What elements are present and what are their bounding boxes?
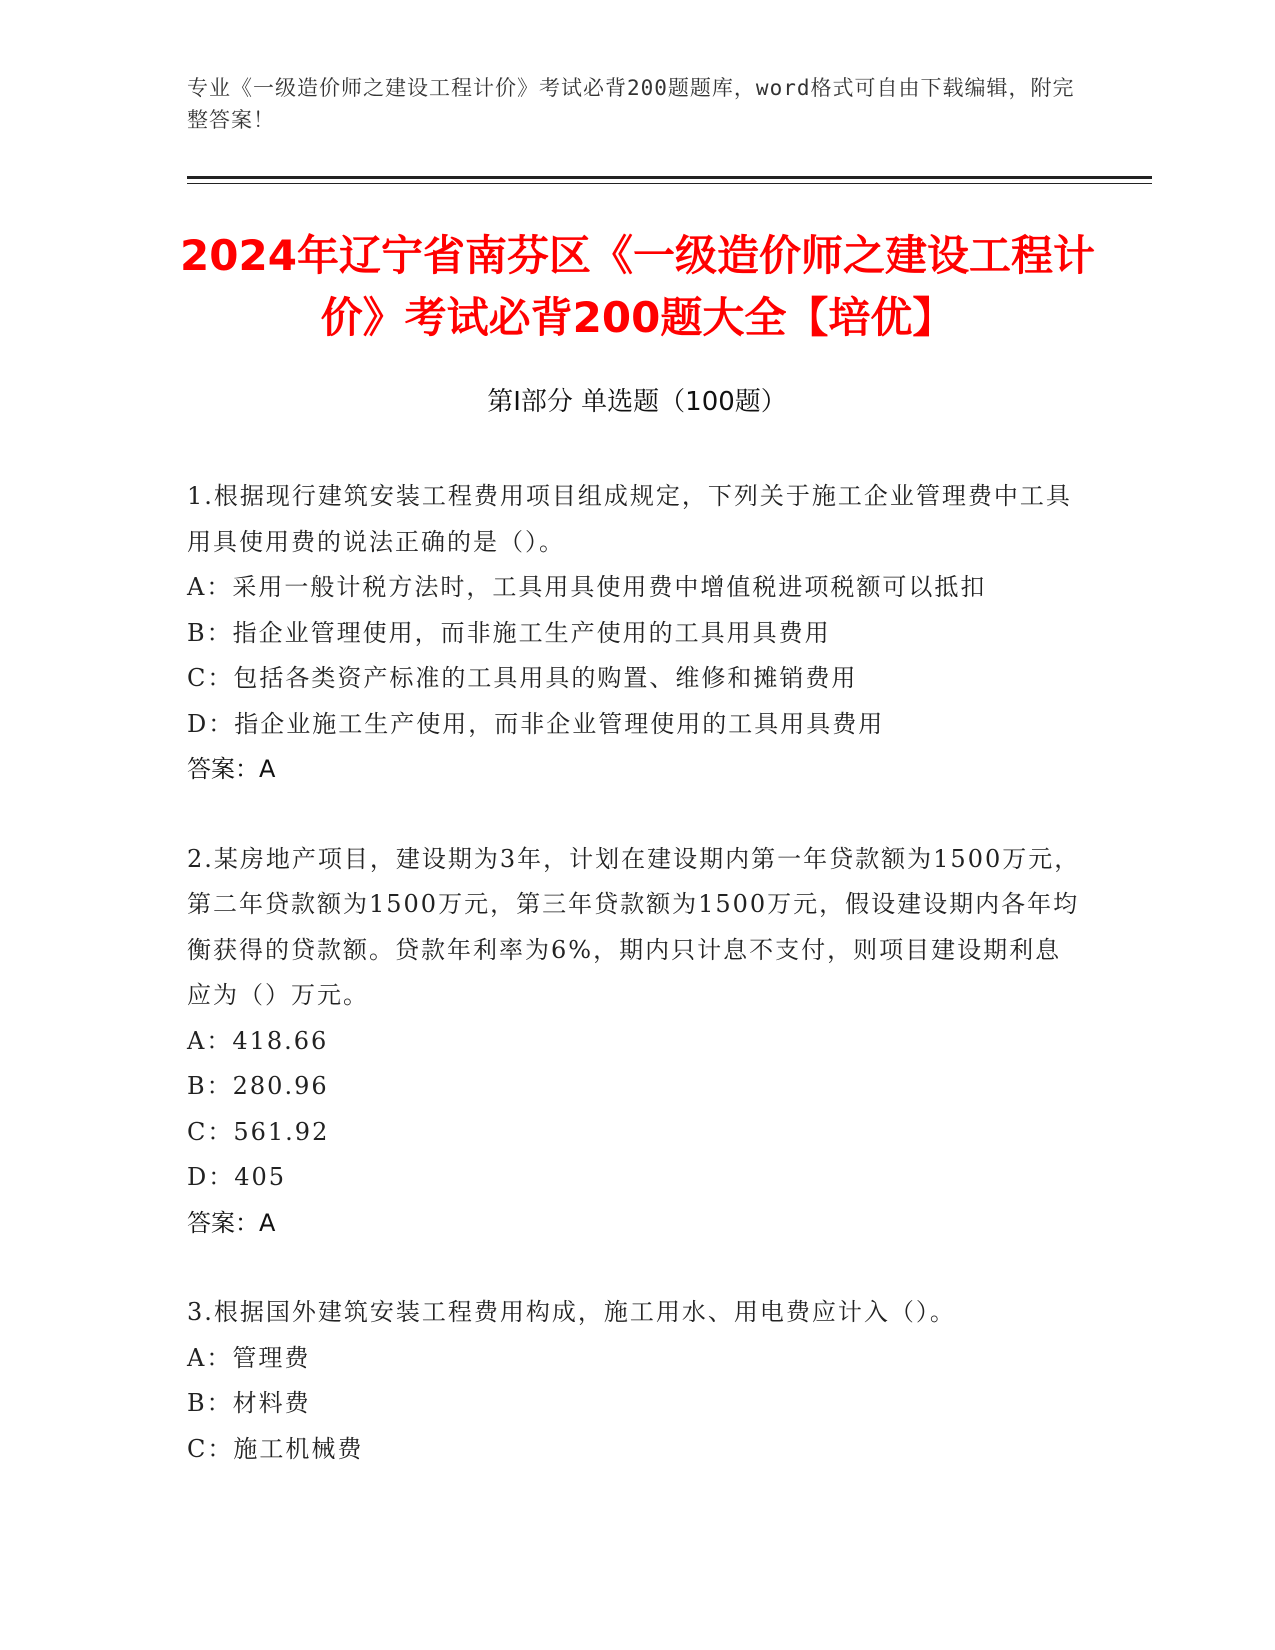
question-list	[187, 474, 1087, 1516]
question-1	[187, 474, 1087, 793]
question-3	[187, 1290, 1087, 1472]
header-note: 专业《一级造价师之建设工程计价》考试必背200题题库，word格式可自由下载编辑，附完整答案！	[187, 76, 1075, 132]
question-text: 1.根据现行建筑安装工程费用项目组成规定，下列关于施工企业管理费中工具用具使用费的说法正确的是（）。	[187, 482, 1072, 556]
question-text: 2.某房地产项目，建设期为3年，计划在建设期内第一年贷款额为1500万元，第二年贷款额为1500万元，第三年贷款额为1500万元，假设建设期内各年均衡获得的贷款额。贷款年利率为6%，期内只计息不支付，则项目建设期利息应为（）万元。	[187, 844, 1081, 1009]
option-c: C：561.92	[187, 1117, 330, 1146]
option-a: A：418.66	[187, 1026, 329, 1055]
option-d: D：指企业施工生产使用，而非企业管理使用的工具用具费用	[187, 709, 885, 738]
option-d: D：405	[187, 1163, 287, 1191]
option-b: B：280.96	[187, 1072, 329, 1100]
page-title: 2024年辽宁省南芬区《一级造价师之建设工程计价》考试必背200题大全【培优】	[180, 231, 1095, 342]
option-b: B：材料费	[187, 1389, 311, 1417]
option-a: A：管理费	[187, 1343, 311, 1372]
option-c: C：施工机械费	[187, 1434, 364, 1463]
header-divider-thin	[187, 183, 1152, 184]
question-2	[187, 837, 1087, 1247]
header-divider-thick	[187, 176, 1152, 179]
section-title: 第I部分 单选题（100题）	[487, 387, 787, 417]
question-text: 3.根据国外建筑安装工程费用构成，施工用水、用电费应计入（）。	[187, 1298, 956, 1326]
option-b: B：指企业管理使用，而非施工生产使用的工具用具费用	[187, 618, 831, 647]
answer: 答案：A	[187, 755, 276, 783]
answer: 答案：A	[187, 1208, 276, 1237]
option-c: C：包括各类资产标准的工具用具的购置、维修和摊销费用	[187, 664, 858, 692]
option-a: A：采用一般计税方法时，工具用具使用费中增值税进项税额可以抵扣	[187, 573, 987, 601]
